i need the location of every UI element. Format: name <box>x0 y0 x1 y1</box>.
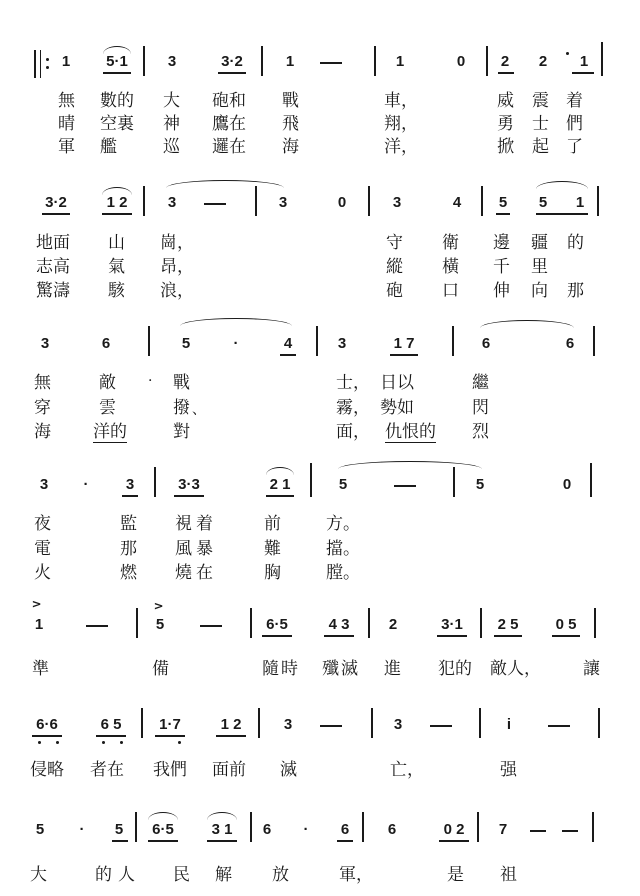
barline <box>598 708 600 738</box>
barline <box>594 608 596 638</box>
beam-underline <box>337 840 353 842</box>
lyric: 志高 <box>36 257 70 277</box>
note: · <box>303 821 309 838</box>
note: · <box>79 821 85 838</box>
lyric: 數的 <box>100 91 134 111</box>
barline <box>374 46 376 76</box>
note: 3 1 <box>211 821 233 838</box>
barline <box>590 463 592 497</box>
lyric: 面前 <box>212 760 246 780</box>
lyric: 邊 <box>493 233 510 253</box>
low-octave-dot <box>120 741 123 744</box>
beam-underline <box>437 635 467 637</box>
lyric: 戰 <box>173 373 190 393</box>
barline <box>255 186 257 216</box>
repeat-dot <box>46 66 49 69</box>
extension-dash <box>204 203 226 205</box>
beam-underline <box>496 213 510 215</box>
lyric: 穿 <box>34 398 51 418</box>
barline <box>136 608 138 638</box>
slur <box>103 46 131 54</box>
note: 4 3 <box>328 616 350 633</box>
note: 6 <box>101 335 111 352</box>
lyric: 視着 <box>175 514 217 534</box>
extension-dash <box>320 62 342 64</box>
lyric: 我們 <box>153 760 187 780</box>
lyric: 電 <box>34 539 51 559</box>
lyric: 準 <box>32 659 49 679</box>
lyric: 者在 <box>90 760 124 780</box>
note: 5 <box>498 194 508 211</box>
lyric: 士， <box>336 373 370 393</box>
lyric: 霧， <box>336 398 370 418</box>
repeat-dot <box>46 58 49 61</box>
low-octave-dot <box>178 741 181 744</box>
lyric: 巡 <box>163 137 180 157</box>
barline <box>453 467 455 497</box>
note: 0 <box>337 194 347 211</box>
slur <box>102 187 132 195</box>
beam-underline <box>324 635 354 637</box>
note: 3 <box>278 194 288 211</box>
lyric: 千 <box>493 257 510 277</box>
lyric: 橫 <box>442 257 459 277</box>
low-octave-dot <box>102 741 105 744</box>
note: 3 <box>392 194 402 211</box>
note: 6 <box>481 335 491 352</box>
barline <box>368 608 370 638</box>
note: 5 <box>155 616 165 633</box>
note: 2 1 <box>269 476 291 493</box>
note: 1 <box>579 53 589 70</box>
lyric: 神 <box>163 114 180 134</box>
note: 5 <box>114 821 124 838</box>
note: 0 <box>456 53 466 70</box>
note: 1 <box>285 53 295 70</box>
lyric: 戰 <box>282 91 299 111</box>
lyric: 閃 <box>472 398 489 418</box>
lyric: 夜 <box>34 514 51 534</box>
beam-underline <box>96 735 126 737</box>
lyric: 雲 <box>99 398 116 418</box>
barline <box>310 463 312 497</box>
note: 6 <box>565 335 575 352</box>
note: 4 <box>452 194 462 211</box>
barline <box>480 608 482 638</box>
lyric: 海 <box>282 137 299 157</box>
lyric: 擋。 <box>326 539 360 559</box>
note: 1 2 <box>106 194 128 211</box>
beam-underline <box>552 635 580 637</box>
low-octave-dot <box>38 741 41 744</box>
barline <box>371 708 373 738</box>
note: 3 <box>40 335 50 352</box>
lyric: 、 <box>192 402 206 418</box>
barline <box>148 326 150 356</box>
lyric: 强 <box>500 760 517 780</box>
lyric: 口 <box>442 281 459 301</box>
note: 3·2 <box>221 53 243 70</box>
lyric: 讓 <box>583 659 600 679</box>
barline <box>154 467 156 497</box>
beam-underline <box>103 72 131 74</box>
lyric: 的人 <box>95 865 141 885</box>
lyric: 艦 <box>100 137 131 157</box>
slur <box>148 812 178 820</box>
note: 6 <box>262 821 272 838</box>
barline <box>592 812 594 842</box>
extension-dash <box>548 725 570 727</box>
note: 5 <box>35 821 45 838</box>
lyric: 備 <box>152 659 169 679</box>
lyric: 崗， <box>160 233 194 253</box>
beam-underline <box>174 495 204 497</box>
note: 1 <box>34 616 44 633</box>
barline <box>250 812 252 842</box>
lyric: 軍， <box>339 865 373 885</box>
lyric: 空裏 <box>100 114 134 134</box>
note: 1 2 <box>220 716 242 733</box>
lyric: 向 <box>531 281 548 301</box>
lyric: 洋的 <box>93 422 127 442</box>
note: 4 <box>283 335 293 352</box>
lyric: 民 <box>173 865 190 885</box>
dot <box>566 52 569 55</box>
note: 2 <box>500 53 510 70</box>
lyric: 邏在 <box>212 137 246 157</box>
note: 2 5 <box>497 616 519 633</box>
note: 2 <box>388 616 398 633</box>
lyric: 海 <box>34 422 51 442</box>
beam-underline <box>262 635 292 637</box>
barline <box>601 42 603 76</box>
barline <box>143 186 145 216</box>
note: 3 <box>125 476 135 493</box>
lyric: 隨時 <box>262 659 300 679</box>
lyric: 疆 <box>531 233 548 253</box>
beam-underline <box>536 213 588 215</box>
note: 0 <box>562 476 572 493</box>
note: 6 <box>387 821 397 838</box>
lyric: 軍 <box>58 137 75 157</box>
note: 3 <box>393 716 403 733</box>
note: 3 <box>337 335 347 352</box>
note: 3·1 <box>441 616 463 633</box>
beam-underline <box>112 840 128 842</box>
barline <box>143 46 145 76</box>
extension-dash <box>562 830 578 832</box>
note: 5 <box>338 476 348 493</box>
tie <box>536 181 588 189</box>
lyric: 進 <box>384 659 401 679</box>
lyric: 們 <box>566 114 583 134</box>
barline <box>362 812 364 842</box>
beam-underline <box>207 840 237 842</box>
note: 1·7 <box>159 716 181 733</box>
beam-underline <box>102 213 132 215</box>
note: 6·5 <box>152 821 174 838</box>
extension-dash <box>86 625 108 627</box>
barline <box>316 326 318 356</box>
barline <box>250 608 252 638</box>
lyric: 是 <box>447 865 464 885</box>
lyric: 方。 <box>326 514 360 534</box>
beam-underline <box>280 354 296 356</box>
lyric: 勇 <box>497 114 514 134</box>
extension-dash <box>394 485 416 487</box>
lyric: 日以 <box>380 373 414 393</box>
note: 6·5 <box>266 616 288 633</box>
beam-underline <box>572 72 594 74</box>
accent-mark: > <box>32 597 41 611</box>
note: 1 <box>61 53 71 70</box>
tie <box>480 320 574 328</box>
beam-underline <box>148 840 178 842</box>
lyric: 山 <box>108 233 125 253</box>
lyric: 對 <box>173 422 190 442</box>
lyric: 監 <box>120 514 137 534</box>
lyric: 地面 <box>36 233 70 253</box>
lyric: 掀 <box>497 137 514 157</box>
note: 1 <box>575 194 585 211</box>
lyric: 仇恨的 <box>385 422 436 442</box>
lyric: 守 <box>386 233 403 253</box>
accent-mark: > <box>154 599 163 613</box>
note: 3 <box>283 716 293 733</box>
extension-dash <box>430 725 452 727</box>
lyric: 氣 <box>108 257 125 277</box>
note: 6 <box>340 821 350 838</box>
lyric: · <box>148 373 153 389</box>
extension-dash <box>200 625 222 627</box>
lyric: 燒在 <box>175 563 217 583</box>
lyric: 面， <box>336 422 370 442</box>
beam-underline <box>218 72 246 74</box>
lyric: 洋， <box>384 137 418 157</box>
lyric: 衛 <box>442 233 459 253</box>
lyric: 胸 <box>264 563 281 583</box>
lyric: 風暴 <box>175 539 217 559</box>
lyric: 的 <box>567 233 584 253</box>
lyric: 祖 <box>500 865 517 885</box>
beam-underline <box>216 735 246 737</box>
note: 1 <box>395 53 405 70</box>
lyric: 亡， <box>390 760 424 780</box>
extension-dash <box>530 830 546 832</box>
beam-underline <box>42 213 70 215</box>
note: 3·3 <box>178 476 200 493</box>
note: 3·2 <box>45 194 67 211</box>
note: i <box>506 716 512 733</box>
note: 6·6 <box>36 716 58 733</box>
beam-underline <box>498 72 514 74</box>
note: 5 <box>181 335 191 352</box>
lyric: 士 <box>532 114 549 134</box>
repeat-barline <box>34 50 36 78</box>
note: 5 <box>475 476 485 493</box>
repeat-barline-thin <box>40 50 41 78</box>
barline <box>597 186 599 216</box>
barline <box>486 46 488 76</box>
lyric: 晴 <box>58 114 75 134</box>
lyric: 繼 <box>472 373 489 393</box>
lyric: 驚濤 <box>36 281 70 301</box>
barline <box>593 326 595 356</box>
slur <box>207 812 237 820</box>
lyric: 燃 <box>120 563 137 583</box>
lyric: 犯的 <box>438 659 472 679</box>
beam-underline <box>32 735 62 737</box>
lyric: 敵人， <box>490 659 541 679</box>
lyric: 侵略 <box>30 760 64 780</box>
note: 5·1 <box>106 53 128 70</box>
lyric: 起 <box>532 137 549 157</box>
lyric: 砲和 <box>212 91 246 111</box>
barline <box>135 812 137 842</box>
lyric: 砲 <box>386 281 403 301</box>
lyric: 車， <box>384 91 418 111</box>
note: 3 <box>39 476 49 493</box>
beam-underline <box>494 635 522 637</box>
lyric: 敵 <box>99 373 116 393</box>
beam-underline <box>439 840 469 842</box>
extension-dash <box>320 725 342 727</box>
lyric: 着 <box>566 91 583 111</box>
tie <box>166 180 284 188</box>
barline <box>477 812 479 842</box>
lyric: 大 <box>163 91 180 111</box>
note: 5 <box>538 194 548 211</box>
lyric: 無 <box>58 91 75 111</box>
lyric: 縱 <box>386 257 403 277</box>
lyric: 膛。 <box>326 563 360 583</box>
lyric: 殲滅 <box>322 659 360 679</box>
lyric: 勢如 <box>380 398 414 418</box>
slur <box>266 467 294 475</box>
lyric: 駭 <box>108 281 125 301</box>
barline <box>452 326 454 356</box>
beam-underline <box>155 735 185 737</box>
note: · <box>233 335 239 352</box>
lyric: 撥 <box>173 398 190 418</box>
lyric: 前 <box>264 514 281 534</box>
barline <box>258 708 260 738</box>
lyric: 里 <box>531 257 548 277</box>
lyric: 滅 <box>280 760 297 780</box>
lyric: 浪， <box>160 281 194 301</box>
barline <box>261 46 263 76</box>
beam-underline <box>266 495 294 497</box>
lyric: 大 <box>30 865 47 885</box>
barline <box>141 708 143 738</box>
lyric: 鷹在 <box>212 114 246 134</box>
note: · <box>83 476 89 493</box>
note: 0 5 <box>555 616 577 633</box>
note: 7 <box>498 821 508 838</box>
barline <box>479 708 481 738</box>
lyric: 翔， <box>384 114 418 134</box>
note: 6 5 <box>100 716 122 733</box>
lyric: 那 <box>120 539 137 559</box>
note: 3 <box>167 53 177 70</box>
lyric: 震 <box>532 91 549 111</box>
barline <box>481 186 483 216</box>
lyric: 放 <box>272 865 289 885</box>
lyric: 無 <box>34 373 51 393</box>
lyric: 烈 <box>472 422 489 442</box>
lyric: 火 <box>34 563 51 583</box>
lyric: 昂， <box>160 257 194 277</box>
lyric: 難 <box>264 539 281 559</box>
beam-underline <box>390 354 418 356</box>
note: 1 7 <box>393 335 415 352</box>
tie <box>338 461 482 469</box>
note: 0 2 <box>443 821 465 838</box>
lyric: 飛 <box>282 114 299 134</box>
low-octave-dot <box>56 741 59 744</box>
barline <box>368 186 370 216</box>
note: 2 <box>538 53 548 70</box>
beam-underline <box>122 495 138 497</box>
tie <box>180 318 292 326</box>
note: 3 <box>167 194 177 211</box>
lyric: 那 <box>567 281 584 301</box>
lyric: 伸 <box>493 281 510 301</box>
lyric: 威 <box>497 91 514 111</box>
lyric: 了 <box>566 137 583 157</box>
lyric: 解 <box>215 865 232 885</box>
